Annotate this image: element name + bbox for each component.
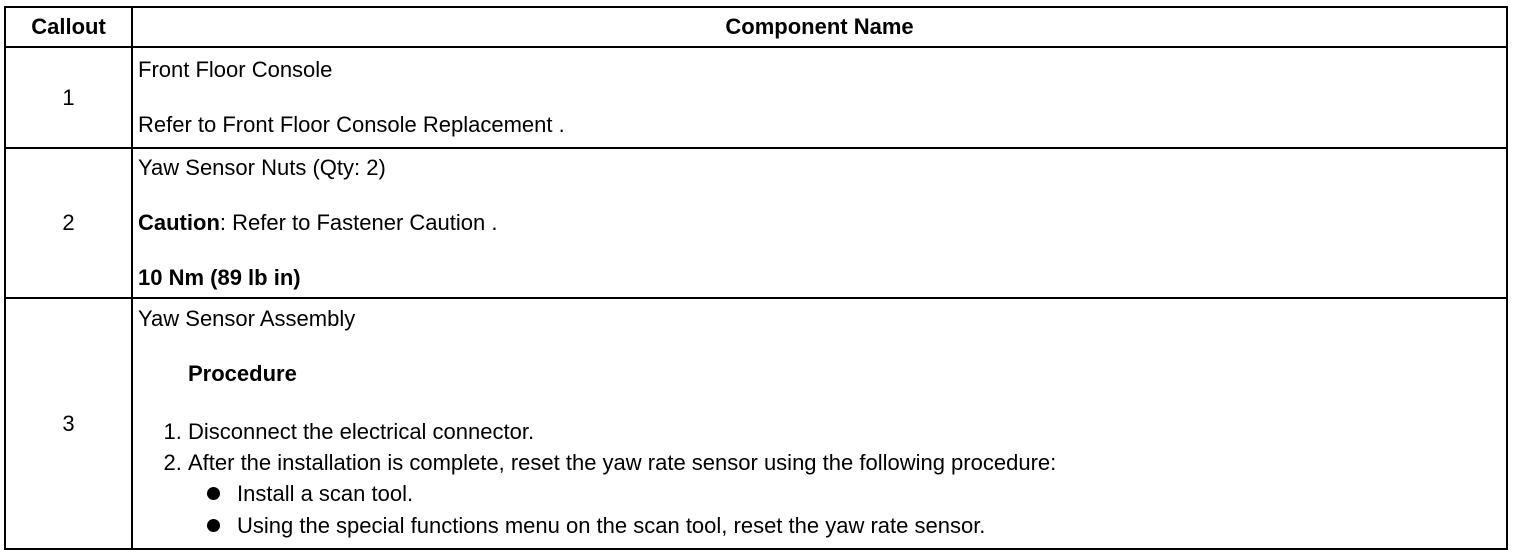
sub-steps xyxy=(188,478,1506,542)
reference-link-text: Refer to Front Floor Console Replacement . xyxy=(138,112,565,137)
procedure-steps xyxy=(138,416,1506,542)
callout-number: 2 xyxy=(5,148,132,298)
procedure-step: 1. Disconnect the electrical connector. xyxy=(188,416,1506,447)
torque-spec: 10 Nm (89 lb in) xyxy=(138,265,301,290)
component-cell xyxy=(132,47,1507,148)
component-name: Yaw Sensor Assembly xyxy=(138,305,356,331)
component-table xyxy=(4,6,1508,550)
component-cell xyxy=(132,148,1507,298)
bullet-icon xyxy=(207,487,220,500)
component-name: Front Floor Console xyxy=(138,57,333,82)
caution-line xyxy=(138,210,1506,236)
header-component-name: Component Name xyxy=(132,7,1507,47)
procedure-step: 2. After the installation is complete, reset the yaw rate sensor using the following procedure: Install a scan tool. Using the special functions menu on the scan tool, reset the yaw rate sensor. xyxy=(188,447,1506,542)
caution-label: Caution xyxy=(138,210,220,235)
bullet-icon xyxy=(207,519,220,532)
table-row xyxy=(5,148,1507,298)
header-callout: Callout xyxy=(5,7,132,47)
component-cell xyxy=(132,298,1507,549)
sub-step: Install a scan tool. xyxy=(204,478,1506,510)
sub-step: Using the special functions menu on the scan tool, reset the yaw rate sensor. xyxy=(204,510,1506,542)
callout-number: 1 xyxy=(5,47,132,148)
component-name: Yaw Sensor Nuts (Qty: 2) xyxy=(138,155,386,180)
callout-number: 3 xyxy=(5,298,132,549)
procedure-title: Procedure xyxy=(188,360,297,386)
header-row xyxy=(5,7,1507,47)
table-row xyxy=(5,47,1507,148)
table-row xyxy=(5,298,1507,549)
caution-text: : Refer to Fastener Caution . xyxy=(219,210,498,235)
